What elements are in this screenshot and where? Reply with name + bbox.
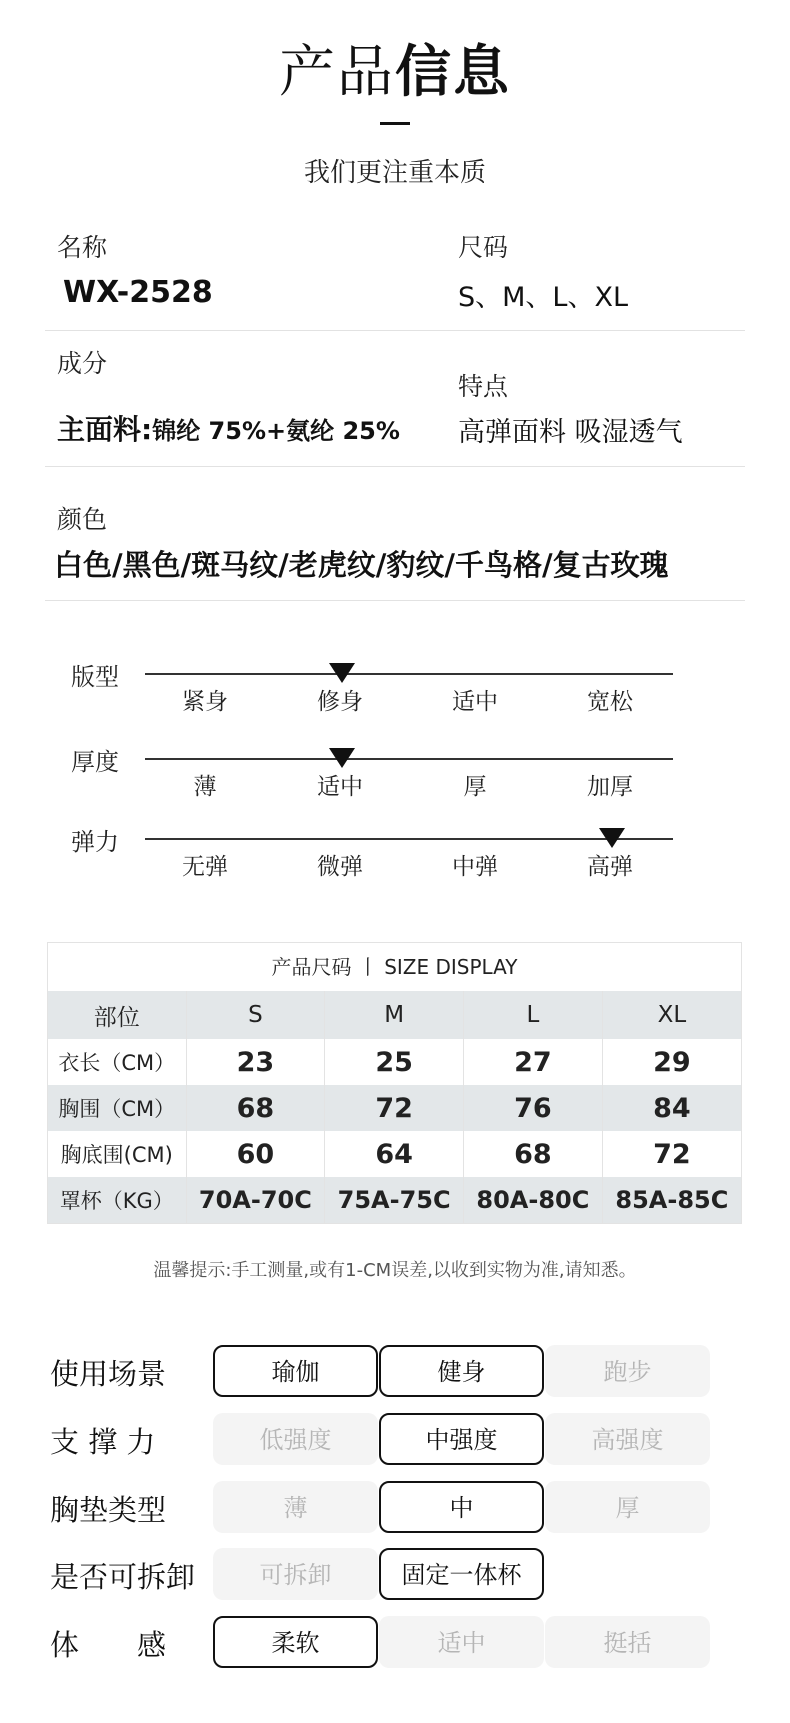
scale-tick-label: 宽松	[587, 689, 633, 715]
option-chip[interactable]: 中强度	[379, 1413, 544, 1465]
option-chip[interactable]: 跑步	[545, 1345, 710, 1397]
composition-value: 锦纶 75%+氨纶 25%	[152, 417, 400, 445]
table-header-cell: XL	[602, 991, 741, 1039]
table-header-cell: S	[186, 991, 325, 1039]
title-bold: 信息	[395, 40, 511, 105]
table-cell: 27	[464, 1039, 603, 1085]
table-header-cell: 部位	[48, 991, 186, 1039]
option-chip[interactable]: 适中	[379, 1616, 544, 1668]
table-cell: 85A-85C	[602, 1177, 741, 1223]
table-cell: 68	[464, 1131, 603, 1177]
option-chip[interactable]: 中	[379, 1481, 544, 1533]
name-label: 名称	[57, 233, 108, 262]
table-cell: 76	[464, 1085, 603, 1131]
scale-label: 弹力	[71, 828, 119, 856]
option-chip[interactable]: 薄	[213, 1481, 378, 1533]
scale-marker-icon	[599, 828, 625, 848]
divider	[45, 600, 745, 601]
scale-tick-label: 适中	[317, 774, 363, 800]
table-cell: 75A-75C	[325, 1177, 464, 1223]
table-cell: 84	[602, 1085, 741, 1131]
option-chip[interactable]: 固定一体杯	[379, 1548, 544, 1600]
table-cell: 72	[325, 1085, 464, 1131]
option-chip[interactable]: 挺括	[545, 1616, 710, 1668]
scale-tick-label: 适中	[452, 689, 498, 715]
option-group-label: 是否可拆卸	[50, 1560, 196, 1594]
option-group-label: 支 撑 力	[50, 1425, 156, 1459]
divider	[45, 466, 745, 467]
feature-label: 特点	[458, 372, 509, 401]
scale-tick-label: 无弹	[182, 854, 228, 880]
color-value: 白色/黑色/斑马纹/老虎纹/豹纹/千鸟格/复古玫瑰	[54, 548, 669, 582]
scale-line	[145, 758, 673, 760]
table-header-cell: M	[325, 991, 464, 1039]
feature-value: 高弹面料 吸湿透气	[458, 417, 683, 448]
option-group-label: 使用场景	[50, 1357, 167, 1391]
scale-marker-icon	[329, 748, 355, 768]
option-chip[interactable]: 厚	[545, 1481, 710, 1533]
option-chip[interactable]: 可拆卸	[213, 1548, 378, 1600]
option-chip[interactable]: 瑜伽	[213, 1345, 378, 1397]
table-cell: 25	[325, 1039, 464, 1085]
title-divider	[380, 122, 410, 125]
page-title	[0, 28, 790, 108]
table-row	[48, 1085, 741, 1131]
scale-tick-label: 微弹	[317, 854, 363, 880]
option-chip[interactable]: 健身	[379, 1345, 544, 1397]
table-cell: 72	[602, 1131, 741, 1177]
table-cell: 29	[602, 1039, 741, 1085]
composition-value-line	[57, 408, 400, 448]
table-cell: 80A-80C	[464, 1177, 603, 1223]
name-value: WX-2528	[63, 275, 213, 310]
scale-tick-label: 厚	[463, 774, 487, 800]
table-cell: 68	[186, 1085, 325, 1131]
row-label-cell: 罩杯（KG）	[48, 1177, 186, 1223]
scale-tick-label: 加厚	[587, 774, 633, 800]
size-table	[47, 942, 742, 1224]
row-label-cell: 胸围（CM）	[48, 1085, 186, 1131]
table-header-cell: L	[464, 991, 603, 1039]
table-cell: 70A-70C	[186, 1177, 325, 1223]
table-cell: 23	[186, 1039, 325, 1085]
size-value: S、M、L、XL	[458, 282, 629, 313]
composition-prefix: 主面料:	[57, 413, 153, 446]
scale-tick-label: 修身	[317, 689, 363, 715]
scale-label: 版型	[71, 663, 119, 691]
title-light: 产品	[279, 40, 395, 105]
scale-tick-label: 薄	[193, 774, 217, 800]
table-row	[48, 1131, 741, 1177]
row-label-cell: 胸底围(CM)	[60, 1143, 173, 1167]
size-label: 尺码	[458, 233, 509, 262]
scale-line	[145, 838, 673, 840]
option-chip[interactable]: 高强度	[545, 1413, 710, 1465]
table-row	[48, 1177, 741, 1223]
size-table-caption: 产品尺码 丨 SIZE DISPLAY	[48, 943, 741, 991]
table-row	[48, 1039, 741, 1085]
table-cell: 64	[325, 1131, 464, 1177]
scale-line	[145, 673, 673, 675]
option-group-label: 胸垫类型	[50, 1493, 167, 1527]
divider	[45, 330, 745, 331]
color-label: 颜色	[57, 505, 108, 534]
option-group-label: 体 感	[50, 1628, 167, 1662]
composition-label: 成分	[57, 349, 108, 378]
row-label-cell: 衣长（CM）	[58, 1051, 176, 1075]
table-header-row	[48, 991, 741, 1039]
page-subtitle: 我们更注重本质	[303, 158, 486, 188]
table-cell: 60	[186, 1131, 325, 1177]
scale-label: 厚度	[71, 748, 119, 776]
scale-marker-icon	[329, 663, 355, 683]
scale-tick-label: 中弹	[452, 854, 498, 880]
option-chip[interactable]: 低强度	[213, 1413, 378, 1465]
option-chip[interactable]: 柔软	[213, 1616, 378, 1668]
scale-tick-label: 紧身	[182, 689, 228, 715]
scale-tick-label: 高弹	[587, 854, 633, 880]
measurement-note: 温馨提示:手工测量,或有1-CM误差,以收到实物为准,请知悉。	[153, 1260, 637, 1281]
